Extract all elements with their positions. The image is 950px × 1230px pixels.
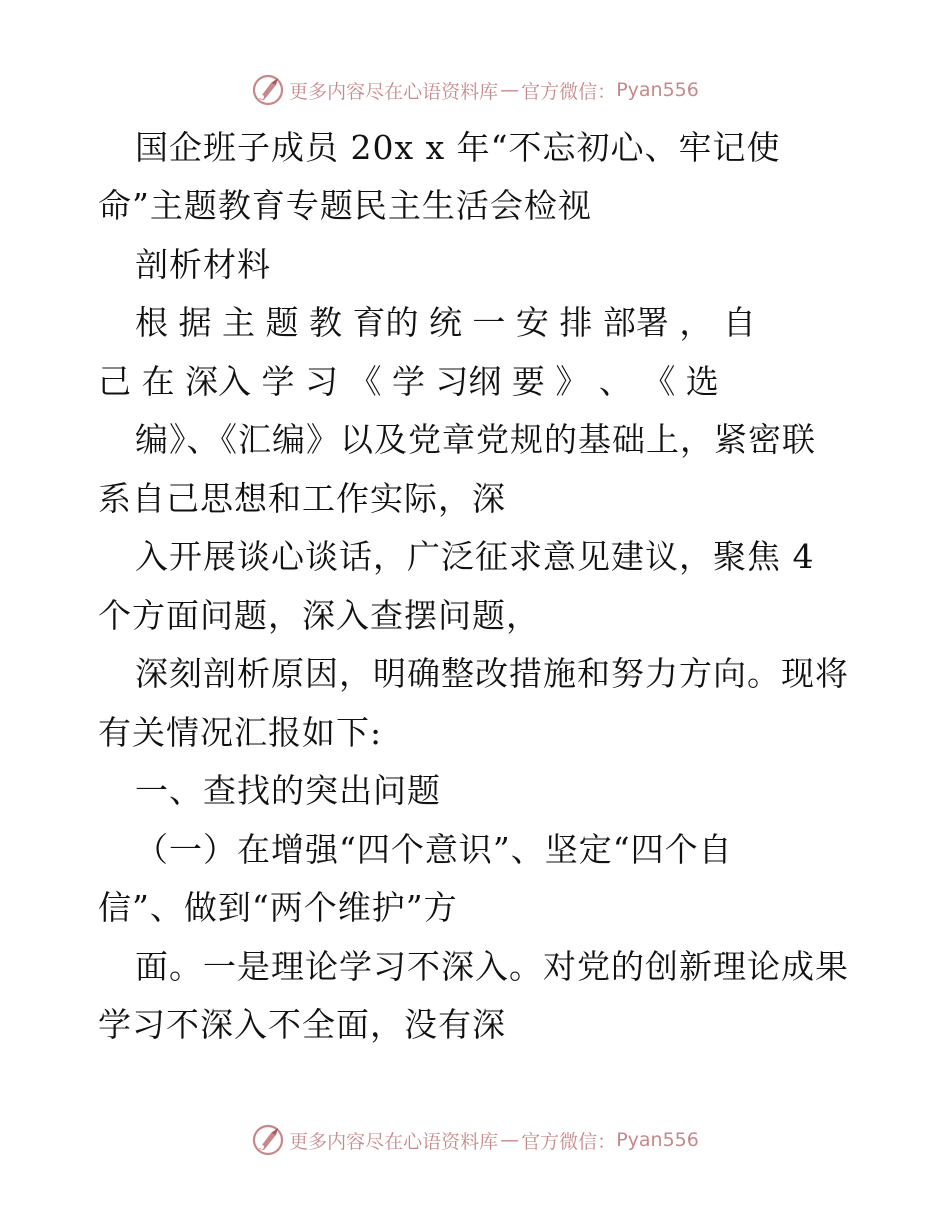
paragraph-3-line-2: 有关情况汇报如下: xyxy=(98,713,383,752)
watermark-wechat-id: Pyan556 xyxy=(616,79,699,101)
paragraph-1-line-2: 己 在 深入 学 习 《 学 习纲 要 》 、 《 选 xyxy=(98,362,719,401)
title-line-1: 国企班子成员 20x x 年“不忘初心、牢记使 xyxy=(135,128,781,167)
watermark-separator: — xyxy=(500,1129,520,1151)
paragraph-3-line-1: 深刻剖析原因，明确整改措施和努力方向。现将 xyxy=(135,654,849,693)
watermark-footer xyxy=(0,1120,950,1160)
paragraph-2-line-1: 入开展谈心谈话，广泛征求意见建议，聚焦 4 xyxy=(135,537,815,576)
paragraph-1-line-1: 根 据 主 题 教 育的 统 一 安 排 部署 ， 自 xyxy=(135,303,756,342)
subsection-1-line-1: （一）在增强“四个意识”、坚定“四个自 xyxy=(135,830,733,869)
title-line-2: 命”主题教育专题民主生活会检视 xyxy=(98,186,592,225)
title-line-3: 剖析材料 xyxy=(135,245,271,284)
section-heading-1: 一、查找的突出问题 xyxy=(135,771,441,810)
watermark-official: 官方微信： xyxy=(521,80,617,103)
quill-pen-logo-icon xyxy=(251,1123,285,1157)
paragraph-4-line-1: 面。一是理论学习不深入。对党的创新理论成果 xyxy=(135,947,849,986)
watermark-text: 更多内容尽在心语资料库 xyxy=(289,1130,499,1153)
paragraph-2-line-2: 个方面问题，深入查摆问题， xyxy=(98,596,540,635)
paragraph-4-line-2: 学习不深入不全面，没有深 xyxy=(98,1005,506,1044)
watermark-official: 官方微信： xyxy=(521,1130,617,1153)
watermark-separator: — xyxy=(500,79,520,101)
watermark-text: 更多内容尽在心语资料库 xyxy=(289,80,499,103)
subsection-1-line-2: 信”、做到“两个维护”方 xyxy=(98,888,458,927)
paragraph-1-line-4: 系自己思想和工作实际，深 xyxy=(98,479,506,518)
paragraph-1-line-3: 编》、《汇编》以及党章党规的基础上，紧密联 xyxy=(135,420,816,459)
watermark-wechat-id: Pyan556 xyxy=(616,1129,699,1151)
